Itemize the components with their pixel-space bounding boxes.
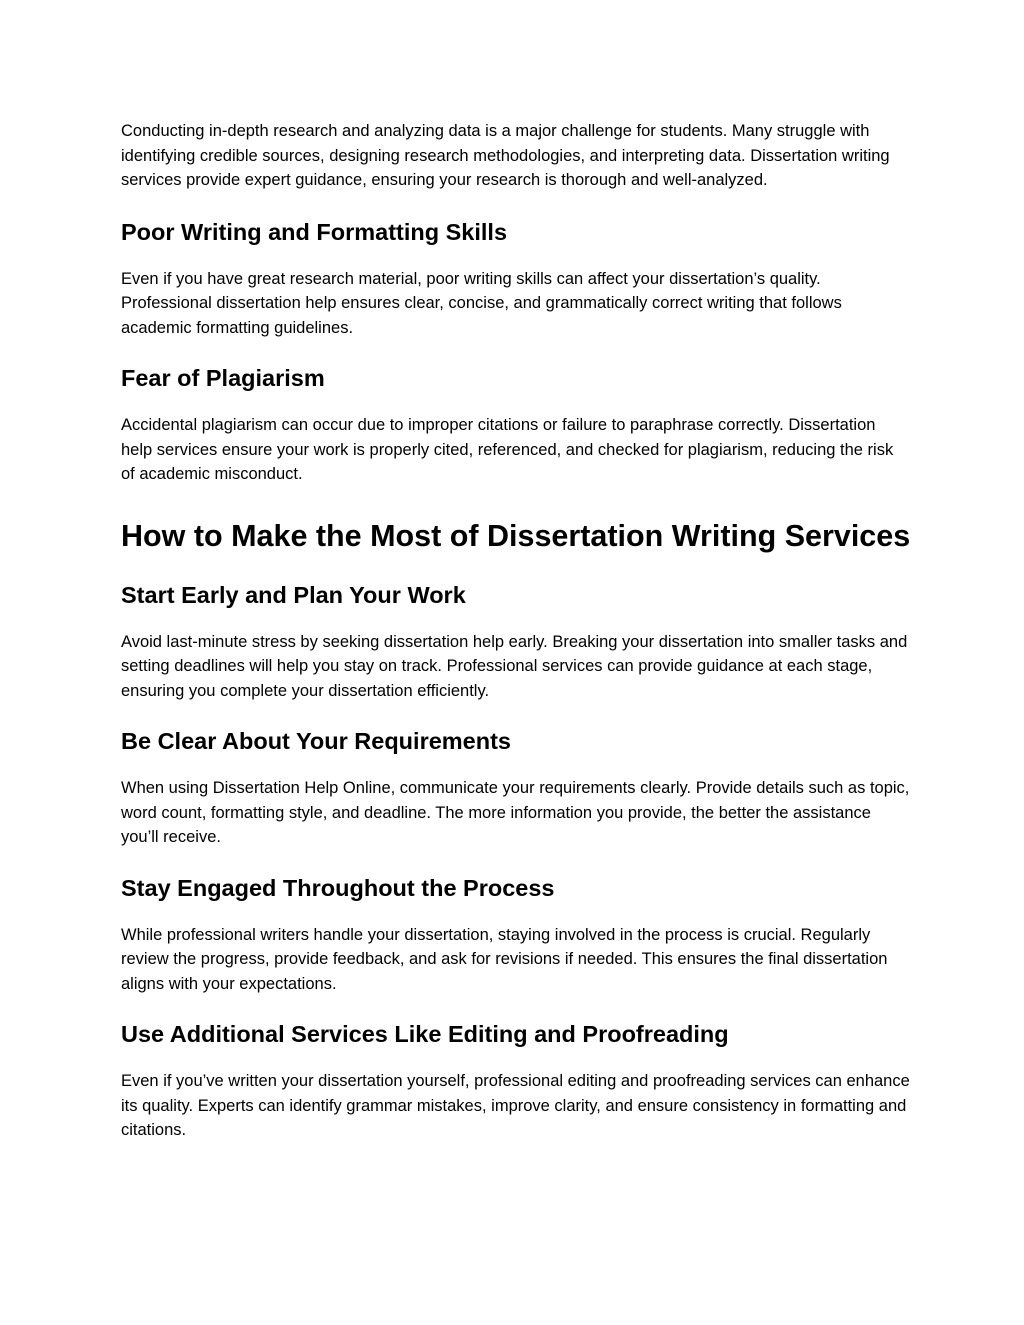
tip-body-stay-engaged: While professional writers handle your dissertation, staying involved in the process is crucial. Regularly review the progress, provide feedback, and ask for revisions if needed. This ensures the final dissertation aligns with your expectations.	[121, 925, 888, 993]
tip-heading-stay-engaged: Stay Engaged Throughout the Process	[121, 874, 555, 901]
section-body-plagiarism: Accidental plagiarism can occur due to improper citations or failure to paraphrase correctly. Dissertation help services ensure your work is properly cited, referenced, and checked for plagiarism, reducing the risk of academic misconduct.	[121, 416, 894, 483]
section-body-writing-skills: Even if you have great research material, poor writing skills can affect your dissertation’s quality. Professional dissertation help ensures clear, concise, and grammatically correct writing that follows academic formatting guidelines.	[121, 269, 842, 337]
document-content	[121, 119, 911, 1143]
tip-body-additional-services: Even if you’ve written your dissertation yourself, professional editing and proofreading services can enhance its quality. Experts can identify grammar mistakes, improve clarity, and ensure consistency in formatting and citations.	[121, 1072, 910, 1139]
tip-body-start-early: Avoid last-minute stress by seeking dissertation help early. Breaking your dissertation into smaller tasks and setting deadlines will help you stay on track. Professional services can provide guidance at each stage, ensuring you complete your dissertation efficiently.	[121, 632, 908, 700]
tip-heading-start-early: Start Early and Plan Your Work	[121, 581, 466, 608]
tip-body-requirements: When using Dissertation Help Online, communicate your requirements clearly. Provide details such as topic, word count, formatting style, and deadline. The more information you provide, the better the assistance you’ll receive.	[121, 779, 910, 846]
tip-heading-requirements: Be Clear About Your Requirements	[121, 728, 511, 754]
section-heading-writing-skills: Poor Writing and Formatting Skills	[121, 218, 508, 245]
tip-heading-additional-services: Use Additional Services Like Editing and Proofreading	[121, 1021, 729, 1047]
section-heading-plagiarism: Fear of Plagiarism	[121, 365, 325, 391]
main-heading: How to Make the Most of Dissertation Writing Services	[121, 518, 911, 553]
intro-paragraph: Conducting in-depth research and analyzing data is a major challenge for students. Many struggle with identifying credible sources, designing research methodologies, and interpreting data. Dissertation writing services provide expert guidance, ensuring your research is thorough and well-analyzed.	[121, 122, 890, 189]
